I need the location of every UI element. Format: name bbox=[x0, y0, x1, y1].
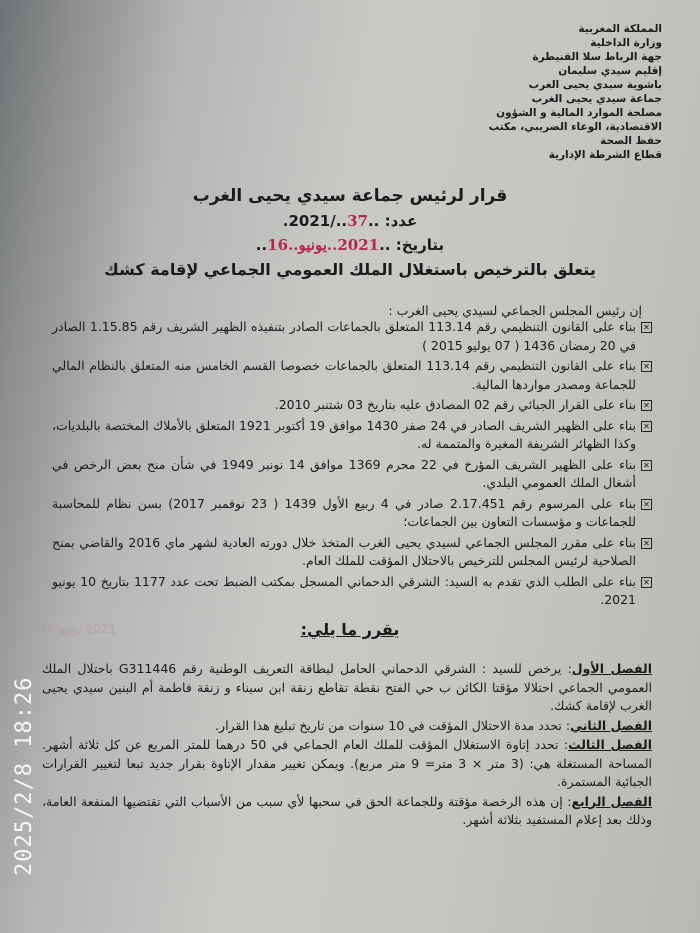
checkbox-icon: ✕ bbox=[641, 460, 652, 471]
clause-text: بناء على الظهير الشريف الصادر في 24 صفر 1430 موافق 19 أكتوبر 1921 المتعلق بالأملاك المختصة بالبلديات، وكذا الظهائر الشريفة المغيرة والمتممة له. bbox=[52, 417, 636, 451]
legal-basis-item bbox=[52, 573, 652, 610]
date-handwritten: 2021..يونيو..16 bbox=[267, 236, 380, 254]
article-1 bbox=[42, 660, 652, 716]
checkbox-icon: ✕ bbox=[641, 400, 652, 411]
intro-line: إن رئيس المجلس الجماعي لسيدي يحيى الغرب : bbox=[388, 303, 642, 318]
legal-basis-item bbox=[52, 396, 652, 415]
clause-text: بناء على المرسوم رقم 2.17.451 صادر في 4 ربيع الأول 1439 ( 23 نوفمبر 2017) بسن نظام للمحاسبة للجماعات و مؤسسات التعاون بين الجماعات؛ bbox=[52, 495, 636, 529]
articles-list bbox=[42, 660, 652, 831]
clause-text: بناء على الظهير الشريف المؤرخ في 22 محرم 1369 موافق 14 نونبر 1949 في شأن منح بعض الرخص في أشغال الملك العمومي البلدي. bbox=[52, 456, 637, 490]
clause-text: بناء على القانون التنظيمي رقم 113.14 المتعلق بالجماعات خصوصا القسم الخامس منه المتعلق بالنظام المالي للجماعة ومصدر مواردها المالية. bbox=[52, 358, 636, 392]
ref-handwritten: 37 bbox=[347, 212, 368, 230]
header-line: إقليم سيدي سليمان bbox=[558, 65, 662, 77]
article-label: الفصل الثاني bbox=[570, 717, 652, 733]
clause-text: بناء على القانون التنظيمي رقم 113.14 المتعلق بالجماعات الصادر بتنفيذه الظهير الشريف رقم 1.15.85 الصادر في 20 رمضان 1436 ( 07 يوليو 2015 ) bbox=[52, 319, 636, 353]
legal-basis-item bbox=[52, 318, 652, 355]
legal-basis-item bbox=[52, 357, 652, 394]
header-line: مصلحة الموارد المالية و الشؤون bbox=[496, 107, 662, 119]
header-line: وزارة الداخلية bbox=[590, 37, 662, 49]
reference-number bbox=[0, 212, 700, 230]
date-suffix: .. bbox=[255, 236, 268, 254]
article-label: الفصل الثالث bbox=[568, 737, 652, 752]
checkbox-icon: ✕ bbox=[641, 577, 652, 588]
article-text: : تحدد مدة الاحتلال المؤقت في 10 سنوات من تاريخ تبليغ هذا القرار. bbox=[215, 717, 571, 733]
checkbox-icon: ✕ bbox=[641, 322, 652, 333]
header-line: الاقتصادية، الوعاء الضريبي، مكتب bbox=[488, 121, 662, 133]
checkbox-icon: ✕ bbox=[641, 499, 652, 510]
article-2 bbox=[42, 717, 652, 736]
article-text: : إن هذه الرخصة مؤقتة وللجماعة الحق في سحبها لأي سبب من الأسباب التي تقتضيها المنفعة العامة، وذلك بعد إعلام المستفيد بثلاثة أشهر. bbox=[42, 793, 652, 827]
clause-text: بناء على القرار الجبائي رقم 02 المصادق عليه بتاريخ 03 شتنبر 2010. bbox=[274, 397, 636, 412]
header-line: المملكة المغربية bbox=[578, 23, 662, 35]
article-text: : يرخص للسيد : الشرقي الدحماني الحامل لبطاقة التعريف الوطنية رقم G311446 باحتلال الملك العمومي الجماعي احتلالا مؤقتا الكائن ب حي الفتح نقطة تقاطع زنقة ابن سيناء و زنقة فاطمة أم البنين سيدي يحيى الغرب لإقامة كشك. bbox=[42, 661, 652, 713]
decision-subject: يتعلق بالترخيص باستغلال الملك العمومي الجماعي لإقامة كشك bbox=[104, 260, 596, 279]
date-label: بتاريخ: .. bbox=[379, 236, 445, 254]
article-4 bbox=[42, 793, 652, 830]
article-label: الفصل الرابع bbox=[571, 793, 652, 809]
decision-title: قرار لرئيس جماعة سيدي يحيى الغرب bbox=[192, 186, 508, 206]
legal-basis-item bbox=[52, 456, 652, 493]
photo-timestamp: 2025/2/8 18:26 bbox=[12, 676, 37, 876]
clause-text: بناء على مقرر المجلس الجماعي لسيدي يحيى الغرب المتخذ خلال دورته العادية لشهر ماي 2016 والقاضي بمنح الصلاحية لرئيس المجلس للترخيص بالاحتلال المؤقت للملك العام. bbox=[52, 534, 636, 568]
administrative-header bbox=[432, 22, 662, 162]
ref-suffix: ../2021. bbox=[282, 212, 348, 230]
header-line: حفظ الصحة bbox=[600, 135, 662, 147]
header-line: جماعة سيدي يحيى الغرب bbox=[531, 93, 662, 105]
legal-basis-item bbox=[52, 534, 652, 571]
decides-heading: يقرر ما يلي: bbox=[300, 620, 400, 639]
legal-basis-item bbox=[52, 495, 652, 532]
article-3 bbox=[42, 736, 652, 792]
checkbox-icon: ✕ bbox=[641, 361, 652, 372]
decision-date bbox=[0, 236, 700, 254]
legal-basis-list bbox=[52, 318, 652, 612]
faded-stamp: 2021 يونيو 16 bbox=[40, 622, 117, 636]
header-line: قطاع الشرطة الإدارية bbox=[548, 149, 662, 161]
article-text: : تحدد إتاوة الاستغلال المؤقت للملك العام الجماعي في 50 درهما للمتر المربع عن كل ثلاثة أشهر. المساحة المستغلة هي: (3 متر × 3 متر= 9 متر مربع). ويمكن تغيير مقدار الإتاوة بقرار جديد تبعا لتغيير القرارات الجبائية المستمرة. bbox=[42, 737, 652, 789]
article-label: الفصل الأول bbox=[571, 661, 652, 676]
checkbox-icon: ✕ bbox=[641, 538, 652, 549]
header-line: باشوية سيدي يحيى الغرب bbox=[528, 79, 662, 91]
checkbox-icon: ✕ bbox=[641, 421, 652, 432]
legal-basis-item bbox=[52, 417, 652, 454]
header-line: جهة الرباط سلا القنيطرة bbox=[532, 51, 662, 63]
clause-text: بناء على الطلب الذي تقدم به السيد: الشرقي الدحماني المسجل بمكتب الضبط تحت عدد 1177 بتاريخ 10 يونيو 2021. bbox=[52, 573, 636, 607]
ref-label: عدد: .. bbox=[367, 212, 418, 230]
